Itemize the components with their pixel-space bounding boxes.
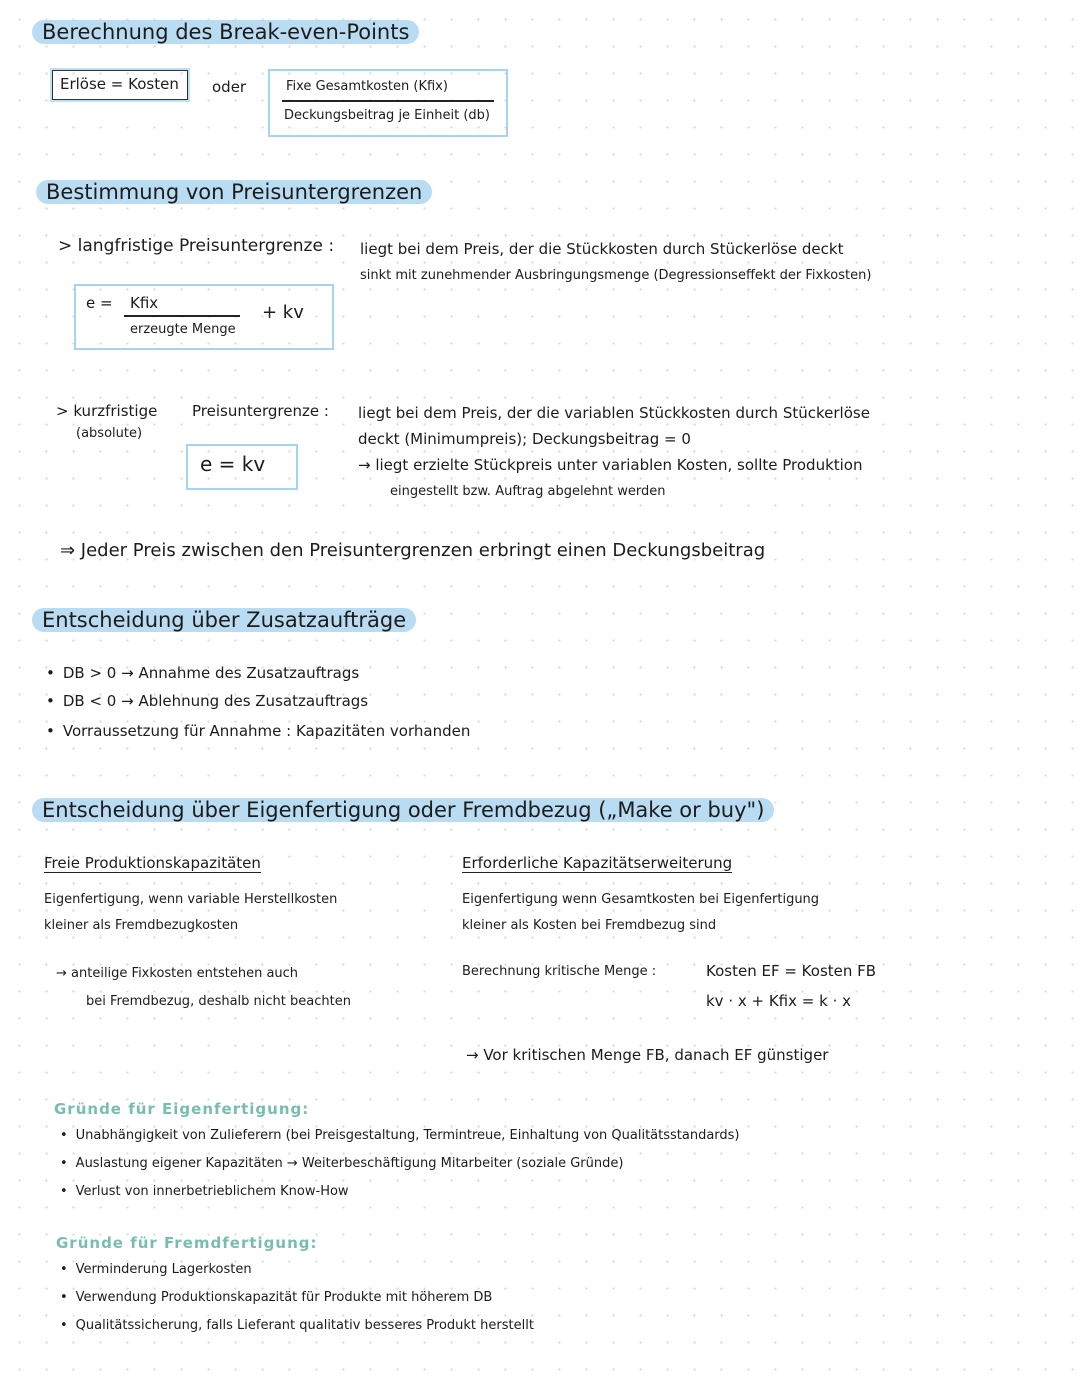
zusatz-item-1: • DB > 0 → Annahme des Zusatzauftrags bbox=[46, 664, 359, 682]
short-term-text-3: → liegt erzielte Stückpreis unter variablen Kosten, sollte Produktion bbox=[358, 456, 863, 474]
long-formula-plus-kv: + kv bbox=[262, 302, 304, 323]
long-formula-denominator: erzeugte Menge bbox=[130, 322, 236, 337]
conclusion-text: ⇒ Jeder Preis zwischen den Preisuntergrenzen erbringt einen Deckungsbeitrag bbox=[60, 540, 766, 561]
short-term-label-2: (absolute) bbox=[76, 426, 143, 441]
right-line-2: kleiner als Kosten bei Fremdbezug sind bbox=[462, 918, 717, 933]
formula-erloese-kosten: Erlöse = Kosten bbox=[60, 75, 179, 93]
long-term-label: > langfristige Preisuntergrenze : bbox=[58, 236, 335, 256]
left-note-2: bei Fremdbezug, deshalb nicht beachten bbox=[86, 994, 351, 1009]
make-or-buy-result: → Vor kritischen Menge FB, danach EF günstiger bbox=[466, 1046, 829, 1064]
long-term-text-2: sinkt mit zunehmender Ausbringungsmenge (Degressionseffekt der Fixkosten) bbox=[360, 268, 872, 283]
fremd-item-1: • Verminderung Lagerkosten bbox=[60, 1262, 252, 1277]
left-heading-freie-kapazitaeten: Freie Produktionskapazitäten bbox=[44, 854, 261, 872]
left-line-2: kleiner als Fremdbezugkosten bbox=[44, 918, 239, 933]
calc-equation-2: kv · x + Kfix = k · x bbox=[706, 992, 851, 1010]
long-fraction-line bbox=[124, 315, 240, 317]
fremd-item-3: • Qualitätssicherung, falls Lieferant qualitativ besseres Produkt herstellt bbox=[60, 1318, 534, 1333]
short-formula: e = kv bbox=[200, 452, 266, 476]
zusatz-item-2: • DB < 0 → Ablehnung des Zusatzauftrags bbox=[46, 692, 368, 710]
formula-numerator: Fixe Gesamtkosten (Kfix) bbox=[286, 79, 448, 94]
right-heading-kapazitaetserweiterung: Erforderliche Kapazitätserweiterung bbox=[462, 854, 733, 872]
left-note-1: → anteilige Fixkosten entstehen auch bbox=[56, 966, 299, 981]
long-formula-numerator: Kfix bbox=[130, 294, 159, 312]
short-term-text-2: deckt (Minimumpreis); Deckungsbeitrag = 0 bbox=[358, 430, 691, 448]
formula-denominator: Deckungsbeitrag je Einheit (db) bbox=[284, 108, 490, 123]
calc-equation-1: Kosten EF = Kosten FB bbox=[706, 962, 877, 980]
zusatz-item-3: • Vorraussetzung für Annahme : Kapazitäten vorhanden bbox=[46, 722, 470, 740]
section-title-gruende-fremdfertigung: Gründe für Fremdfertigung: bbox=[56, 1234, 318, 1252]
section-title-gruende-eigenfertigung: Gründe für Eigenfertigung: bbox=[54, 1100, 310, 1118]
short-term-text-1: liegt bei dem Preis, der die variablen Stückkosten durch Stückerlöse bbox=[358, 404, 870, 422]
calc-label: Berechnung kritische Menge : bbox=[462, 964, 657, 979]
long-formula-e: e = bbox=[86, 294, 113, 312]
section-title-make-or-buy: Entscheidung über Eigenfertigung oder Fremdbezug („Make or buy") bbox=[32, 798, 774, 822]
short-term-label-3: Preisuntergrenze : bbox=[192, 402, 329, 420]
section-title-zusatzauftraege: Entscheidung über Zusatzaufträge bbox=[32, 608, 416, 632]
eigen-item-3: • Verlust von innerbetrieblichem Know-How bbox=[60, 1184, 349, 1199]
fremd-item-2: • Verwendung Produktionskapazität für Produkte mit höherem DB bbox=[60, 1290, 492, 1305]
eigen-item-2: • Auslastung eigener Kapazitäten → Weiterbeschäftigung Mitarbeiter (soziale Gründe) bbox=[60, 1156, 623, 1171]
long-term-text-1: liegt bei dem Preis, der die Stückkosten durch Stückerlöse deckt bbox=[360, 240, 844, 258]
right-line-1: Eigenfertigung wenn Gesamtkosten bei Eigenfertigung bbox=[462, 892, 820, 907]
fraction-line bbox=[282, 100, 494, 102]
section-title-preisuntergrenzen: Bestimmung von Preisuntergrenzen bbox=[36, 180, 432, 204]
short-term-label-1: > kurzfristige bbox=[56, 402, 158, 420]
short-term-text-4: eingestellt bzw. Auftrag abgelehnt werden bbox=[390, 484, 666, 499]
left-line-1: Eigenfertigung, wenn variable Herstellkosten bbox=[44, 892, 338, 907]
section-title-breakeven: Berechnung des Break-even-Points bbox=[32, 20, 419, 44]
eigen-item-1: • Unabhängigkeit von Zulieferern (bei Preisgestaltung, Termintreue, Einhaltung von Qualitätsstandards) bbox=[60, 1128, 740, 1143]
oder-label: oder bbox=[212, 78, 247, 96]
